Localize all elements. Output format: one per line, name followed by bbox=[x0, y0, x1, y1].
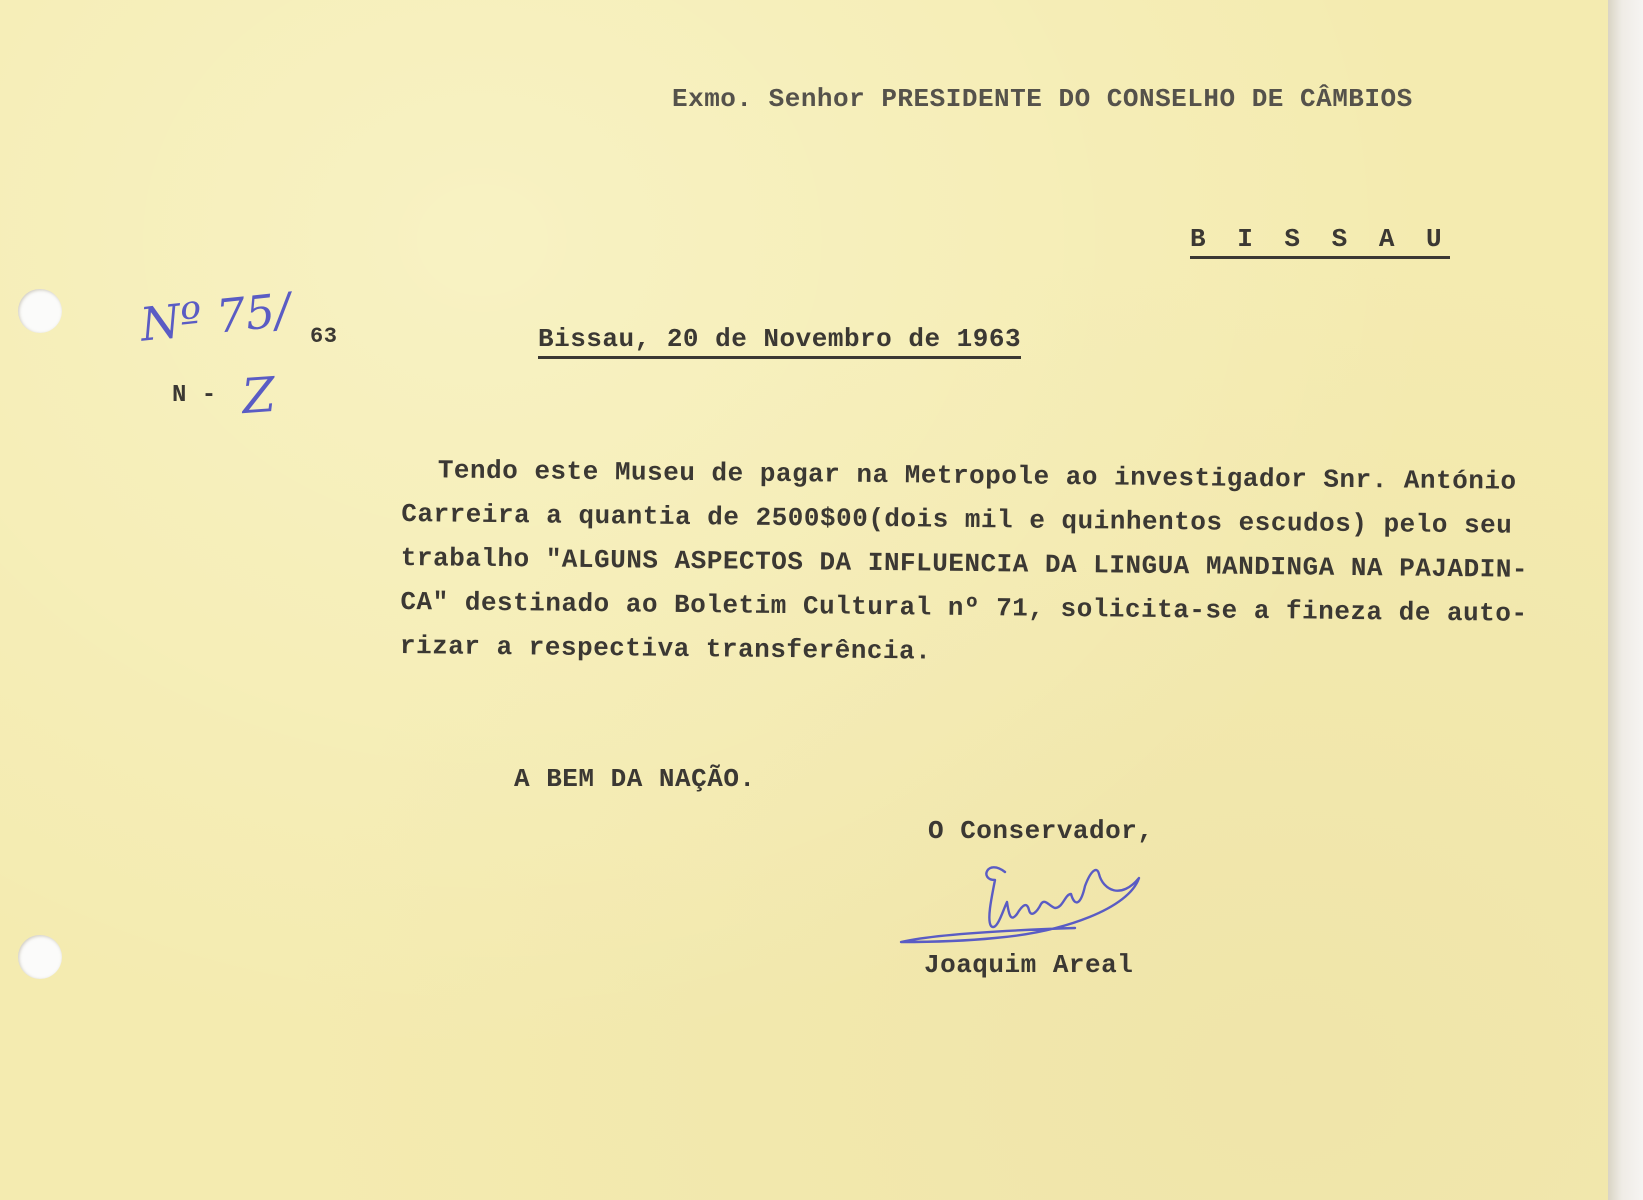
handwritten-reference-number: Nº 75/ bbox=[137, 282, 293, 352]
handwritten-reference-letter: Z bbox=[240, 366, 278, 426]
closing-salutation: A BEM DA NAÇÃO. bbox=[514, 764, 756, 794]
reference-year: 63 bbox=[310, 324, 338, 349]
body-line-2: Carreira a quantia de 2500$00(dois mil e quinhentos escudos) pelo seu bbox=[401, 498, 1513, 541]
letter-body bbox=[399, 449, 1551, 701]
punch-hole-bottom bbox=[18, 935, 62, 979]
city-heading: B I S S A U bbox=[1190, 224, 1450, 259]
signatory-title: O Conservador, bbox=[928, 816, 1154, 846]
body-line-1: Tendo este Museu de pagar na Metropole ao investigador Snr. António bbox=[437, 455, 1517, 497]
punch-hole-top bbox=[18, 289, 62, 333]
body-line-4: CA" destinado ao Boletim Cultural nº 71, solicita-se a fineza de auto- bbox=[400, 586, 1528, 629]
body-line-5: rizar a respectiva transferência. bbox=[399, 630, 932, 667]
body-line-3: trabalho "ALGUNS ASPECTOS DA INFLUENCIA DA LINGUA MANDINGA NA PAJADIN- bbox=[400, 542, 1529, 585]
handwritten-signature bbox=[895, 850, 1185, 950]
signatory-name: Joaquim Areal bbox=[924, 950, 1134, 980]
addressee-line: Exmo. Senhor PRESIDENTE DO CONSELHO DE CÂMBIOS bbox=[672, 84, 1413, 114]
date-line: Bissau, 20 de Novembro de 1963 bbox=[538, 324, 1021, 359]
reference-prefix: N - bbox=[172, 382, 217, 409]
scan-edge bbox=[1608, 0, 1643, 1200]
